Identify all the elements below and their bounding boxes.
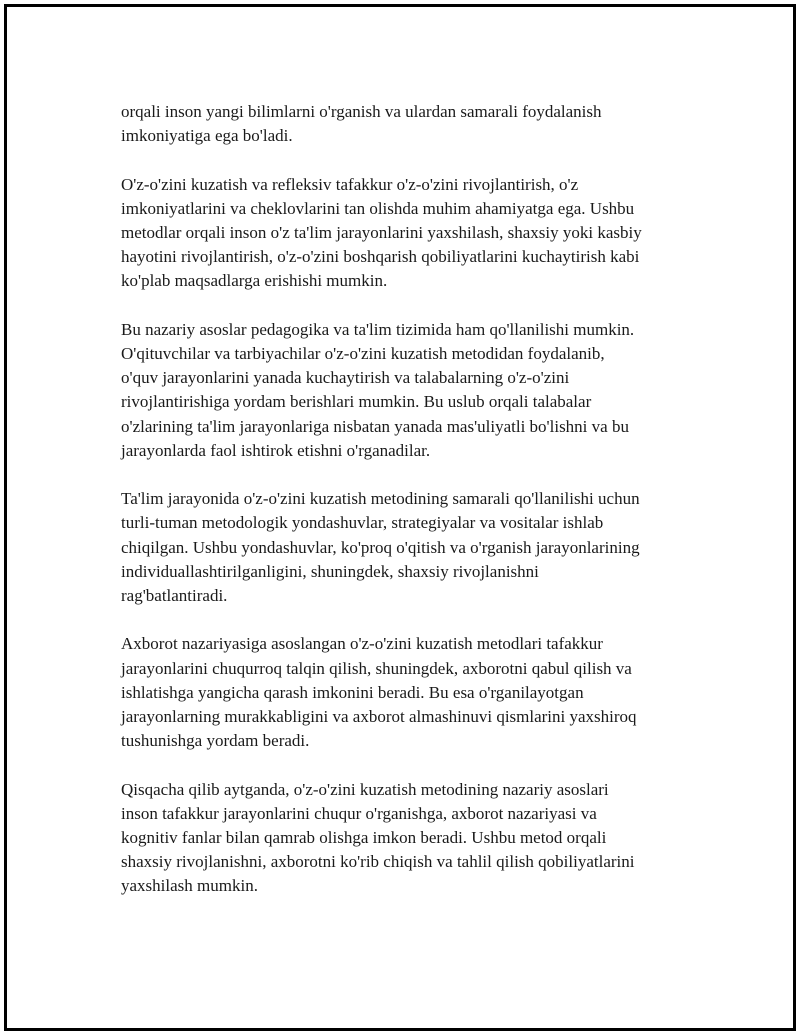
paragraph-3: Bu nazariy asoslar pedagogika va ta'lim tizimida ham qo'llanilishi mumkin. O'qituvchilar va tarbiyachilar o'z-o'zini kuzatish metodidan foydalanib, o'quv jarayonlarini yanada kuchaytirish va talabalarning o'z-o'zini rivojlantirishiga yordam berishlari mumkin. Bu uslub orqali talabalar o'zlarining ta'lim jarayonlariga nisbatan yanada mas'uliyatli bo'lishni va bu jarayonlarda faol ishtirok etishni o'rganadilar.	[121, 319, 635, 460]
document-body	[121, 100, 701, 923]
paragraph-6: Qisqacha qilib aytganda, o'z-o'zini kuzatish metodining nazariy asoslari inson tafakkur jarayonlarini chuqur o'rganishga, axborot nazariyasi va kognitiv fanlar bilan qamrab olishga imkon beradi. Ushbu metod orqali shaxsiy rivojlanishni, axborotni ko'rib chiqish va tahlil qilish qobiliyatlarini yaxshilash mumkin.	[121, 779, 635, 896]
page-frame	[4, 4, 796, 1031]
paragraph-5: Axborot nazariyasiga asoslangan o'z-o'zini kuzatish metodlari tafakkur jarayonlarini chuqurroq talqin qilish, shuningdek, axborotni qabul qilish va ishlatishga yangicha qarash imkonini beradi. Bu esa o'rganilayotgan jarayonlarning murakkabligini va axborot almashinuvi qismlarini yaxshiroq tushunishga yordam beradi.	[121, 634, 637, 751]
paragraph-1: orqali inson yangi bilimlarni o'rganish va ulardan samarali foydalanish imkoniyatiga ega bo'ladi.	[121, 102, 602, 146]
paragraph-4: Ta'lim jarayonida o'z-o'zini kuzatish metodining samarali qo'llanilishi uchun turli-tuman metodologik yondashuvlar, strategiyalar va vositalar ishlab chiqilgan. Ushbu yondashuvlar, ko'proq o'qitish va o'rganish jarayonlarining individuallashtirilganligini, shuningdek, shaxsiy rivojlanishni rag'batlantiradi.	[121, 489, 640, 606]
paragraph-2: O'z-o'zini kuzatish va refleksiv tafakkur o'z-o'zini rivojlantirish, o'z imkoniyatlarini va cheklovlarini tan olishda muhim ahamiyatga ega. Ushbu metodlar orqali inson o'z ta'lim jarayonlarini yaxshilash, shaxsiy yoki kasbiy hayotini rivojlantirish, o'z-o'zini boshqarish qobiliyatlarini kuchaytirish kabi ko'plab maqsadlarga erishishi mumkin.	[121, 174, 642, 291]
